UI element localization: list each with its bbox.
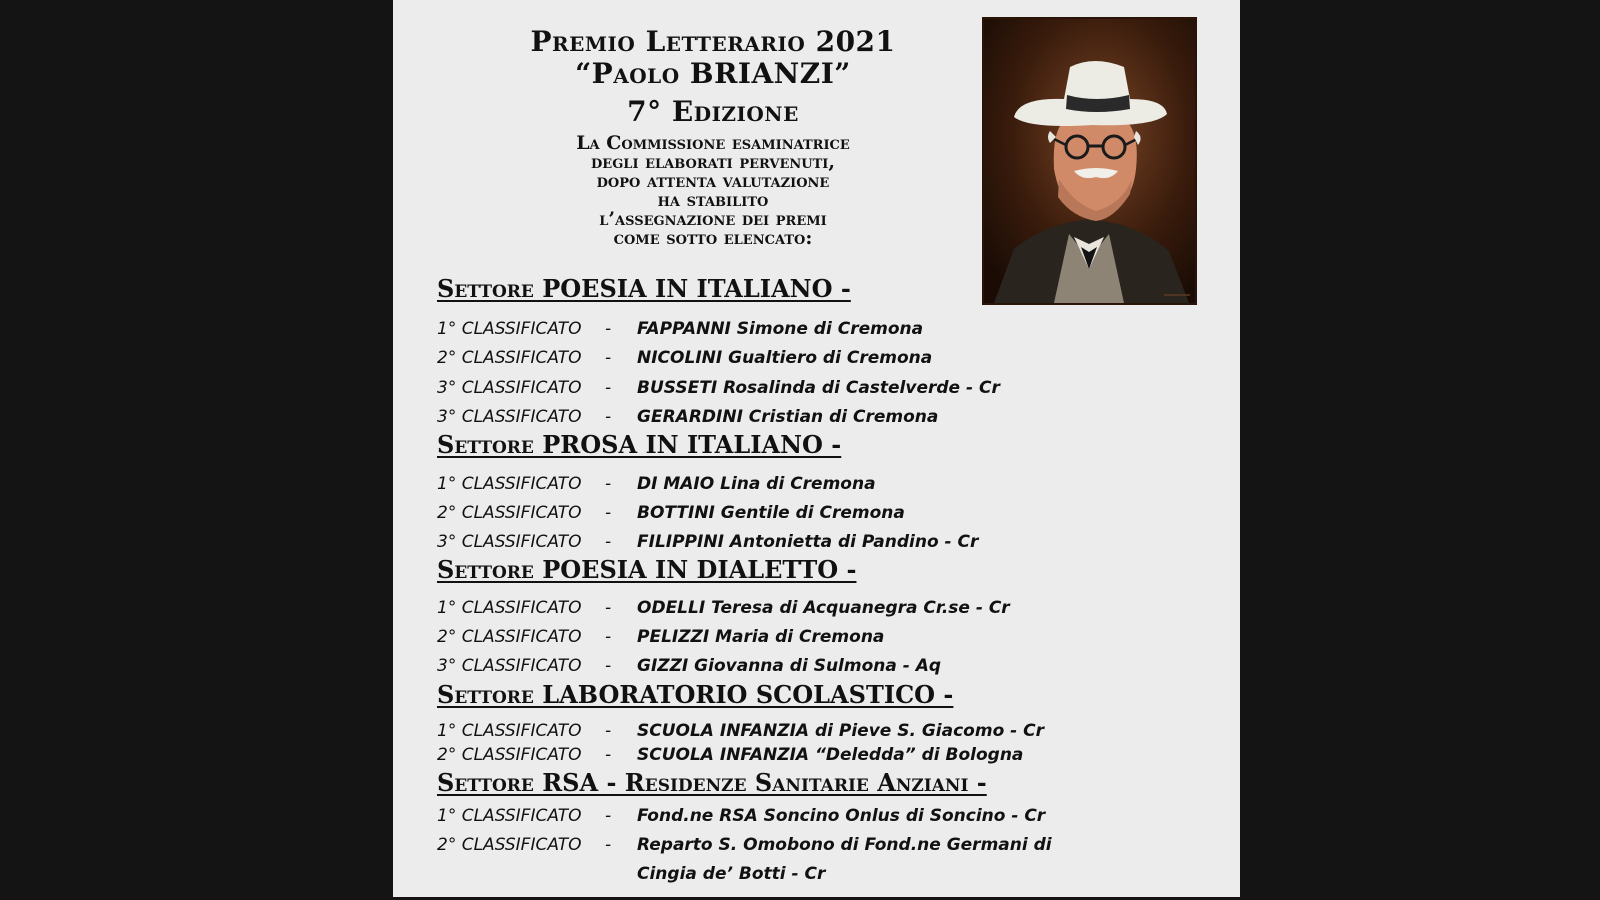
separator-dash: - — [605, 474, 612, 494]
intro-text — [453, 134, 973, 248]
award-entry — [437, 805, 1045, 827]
portrait-illustration — [984, 19, 1195, 303]
winner-name: SCUOLA INFANZIA di Pieve S. Giacomo - Cr — [637, 721, 1045, 741]
award-entry — [437, 502, 905, 524]
award-entry — [437, 655, 941, 677]
separator-dash: - — [605, 407, 612, 427]
announcement-header — [453, 26, 973, 248]
award-rank: 2° CLASSIFICATO — [437, 745, 582, 765]
award-rank: 1° CLASSIFICATO — [437, 319, 582, 339]
award-rank: 2° CLASSIFICATO — [437, 835, 582, 855]
winner-name: GERARDINI Cristian di Cremona — [637, 407, 939, 427]
award-rank: 3° CLASSIFICATO — [437, 656, 582, 676]
award-entry — [437, 834, 1052, 856]
award-rank: 1° CLASSIFICATO — [437, 721, 582, 741]
award-rank: 2° CLASSIFICATO — [437, 348, 582, 368]
award-rank: 2° CLASSIFICATO — [437, 503, 582, 523]
prize-namesake: “Paolo BRIANZI” — [575, 57, 851, 90]
winner-name: Fond.ne RSA Soncino Onlus di Soncino - Cr — [637, 806, 1046, 826]
separator-dash: - — [605, 806, 612, 826]
award-entry — [437, 347, 932, 369]
separator-dash: - — [605, 503, 612, 523]
separator-dash: - — [605, 319, 612, 339]
intro-line: dopo attenta valutazione — [596, 170, 830, 192]
intro-line: come sotto elencato: — [613, 227, 813, 249]
award-entry — [437, 720, 1044, 742]
intro-line: La Commissione esaminatrice — [576, 132, 850, 154]
winner-name: NICOLINI Gualtiero di Cremona — [637, 348, 933, 368]
separator-dash: - — [605, 627, 612, 647]
section-title-prosa-italiano: Settore PROSA IN ITALIANO - — [437, 430, 842, 459]
award-entry — [437, 597, 1010, 619]
section-title-laboratorio-scolastico: Settore LABORATORIO SCOLASTICO - — [437, 680, 954, 709]
winner-name: Reparto S. Omobono di Fond.ne Germani di — [637, 835, 1052, 855]
winner-name: Cingia de’ Botti - Cr — [637, 864, 826, 884]
winner-name: ODELLI Teresa di Acquanegra Cr.se - Cr — [637, 598, 1010, 618]
award-entry — [437, 318, 923, 340]
winner-name: PELIZZI Maria di Cremona — [637, 627, 885, 647]
winner-name: FILIPPINI Antonietta di Pandino - Cr — [637, 532, 979, 552]
separator-dash: - — [605, 835, 612, 855]
winner-name-continuation — [637, 863, 825, 885]
award-entry — [437, 377, 1000, 399]
separator-dash: - — [605, 598, 612, 618]
separator-dash: - — [605, 348, 612, 368]
award-entry — [437, 626, 884, 648]
prize-title: Premio Letterario 2021 — [530, 25, 896, 58]
separator-dash: - — [605, 745, 612, 765]
winner-name: GIZZI Giovanna di Sulmona - Aq — [637, 656, 942, 676]
section-title-rsa: Settore RSA - Residenze Sanitarie Anziani - — [437, 768, 987, 797]
award-entry — [437, 744, 1023, 766]
award-rank: 3° CLASSIFICATO — [437, 407, 582, 427]
award-entry — [437, 531, 978, 553]
separator-dash: - — [605, 656, 612, 676]
award-entry — [437, 406, 938, 428]
intro-line: ha stabilito — [657, 189, 769, 211]
winner-name: BUSSETI Rosalinda di Castelverde - Cr — [637, 378, 1000, 398]
award-rank: 2° CLASSIFICATO — [437, 627, 582, 647]
award-entry — [437, 473, 876, 495]
award-rank: 1° CLASSIFICATO — [437, 598, 582, 618]
section-title-poesia-italiano: Settore POESIA IN ITALIANO - — [437, 274, 851, 303]
winner-name: BOTTINI Gentile di Cremona — [637, 503, 905, 523]
separator-dash: - — [605, 378, 612, 398]
section-title-poesia-dialetto: Settore POESIA IN DIALETTO - — [437, 555, 857, 584]
winner-name: FAPPANNI Simone di Cremona — [637, 319, 924, 339]
separator-dash: - — [605, 532, 612, 552]
winner-name: DI MAIO Lina di Cremona — [637, 474, 876, 494]
award-rank: 3° CLASSIFICATO — [437, 378, 582, 398]
edition-label: 7° Edizione — [627, 95, 799, 128]
award-announcement-document — [393, 0, 1240, 897]
intro-line: degli elaborati pervenuti, — [591, 151, 835, 173]
portrait-painting — [984, 19, 1195, 303]
award-rank: 1° CLASSIFICATO — [437, 474, 582, 494]
award-rank: 3° CLASSIFICATO — [437, 532, 582, 552]
winner-name: SCUOLA INFANZIA “Deledda” di Bologna — [637, 745, 1024, 765]
intro-line: l’assegnazione dei premi — [599, 208, 827, 230]
separator-dash: - — [605, 721, 612, 741]
award-rank: 1° CLASSIFICATO — [437, 806, 582, 826]
